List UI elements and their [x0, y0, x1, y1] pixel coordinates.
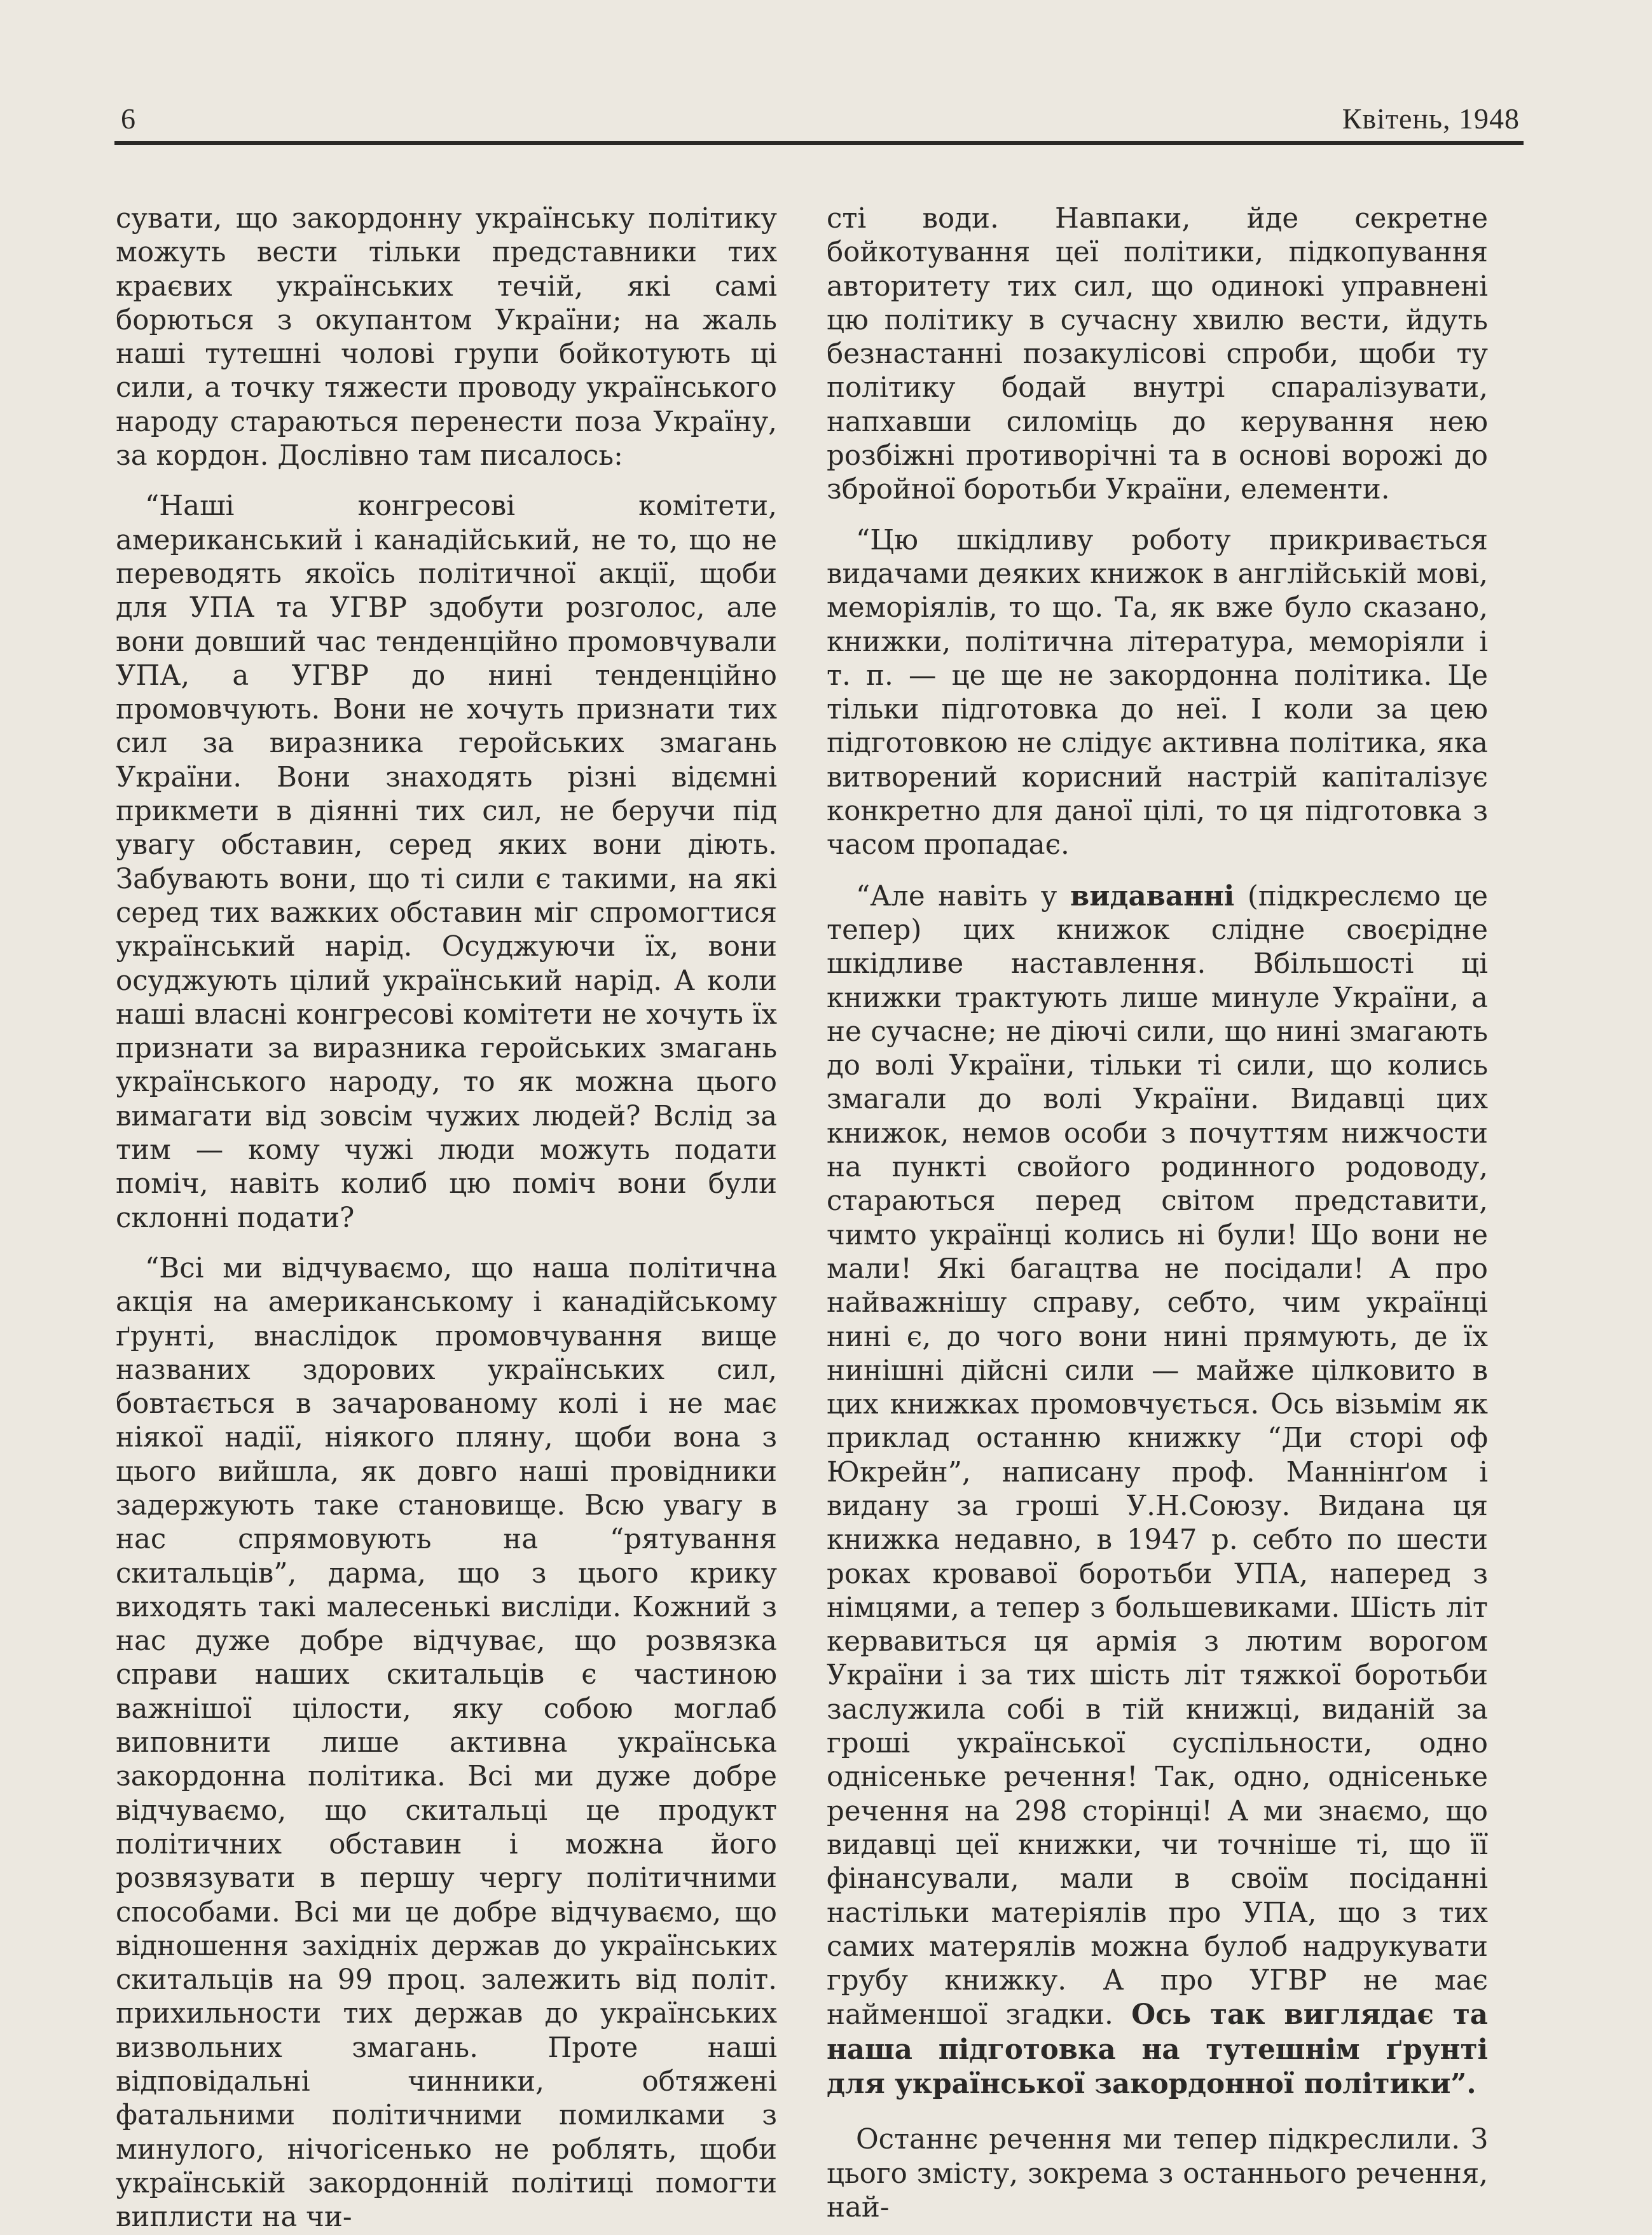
text-run: (підкреслємо це тепер) цих книжок слідне своєрідне шкідливе наставлення. Вбільшості ці книжки трактують лише минуле України, а не сучасне; не діючі сили, що нині змагають до волі України, тільки ті сили, що колись змагали до волі України. Видавці цих книжок, немов особи з почуттям нижчости на пункті свойого родинного родоводу, стараються перед світом представити, чимто українці колись ні були! Що вони не мали! Які багацтва не посідали! А про найважнішу справу, себто, чим українці нині є, до чого вони нині прямують, де їх нинішні дійсні сили — майже цілковито в цих книжках промовчується. Ось візьмім як приклад останню книжку “Ди сторі оф Юкрейн”, написану проф. Маннінґом і видану за гроші У.Н.Союзу. Видана ця книжка недавно, в 1947 р. себто по шести роках кровавої боротьби УПА, наперед з німцями, а тепер з большевиками. Шість літ кервавиться ця армія з лютим ворогом України і за тих шість літ тяжкої боротьби заслужила собі в тій книжці, виданій за гроші української суспільности, одно однісеньке речення! Так, одно, однісеньке речення на 298 сторінці! А ми знаємо, що видавці цеї книжки, чи точніше ті, що її фінансували, мали в своїм посіданні настільки матеріялів про УПА, що з тих самих матерялів можна булоб надрукувати грубу книжку. А про УГВР не має найменшої згадки.: [827, 880, 1488, 2032]
paragraph: “Цю шкідливу роботу прикривається видачами деяких книжок в англійській мові, меморіялів, то що. Та, як вже було сказано, книжки, політична література, меморіяли і т. п. — це ще не закордонна політика. Це тільки підготовка до неї. І коли за цею підготовкою не слідує активна політика, яка витворений корисний настрій капіталізує конкретно для даної цілі, то ця підготовка з часом пропадає.: [827, 524, 1488, 862]
right-column: [827, 202, 1488, 2225]
running-header: [114, 95, 1524, 140]
emphasis: видаванні: [1070, 879, 1235, 912]
page-number: 6: [121, 102, 135, 135]
paragraph: “Всі ми відчуваємо, що наша політична акція на американському і канадійському ґрунті, внаслідок промовчування вище названих здорових українських сил, бовтається в зачарованому колі і не має ніякої надії, ніякого пляну, щоби вона з цього вийшла, як довго наші провідники задержують таке становище. Всю увагу в нас спрямовують на “рятування скитальців”, дарма, що з цього крику виходять такі малесенькі висліди. Кожний з нас дуже добре відчуває, що розвязка справи наших скитальців є частиною важнішої цілости, яку собою моглаб виповнити лише активна українська закордонна політика. Всі ми дуже добре відчуваємо, що скитальці це продукт політичних обставин і можна його розвязувати в першу чергу політичними способами. Всі ми це добре відчуваємо, що відношення західніх держав до українських скитальців на 99 проц. залежить від політ. прихильности тих держав до українських визвольних змагань. Проте наші відповідальні чинники, обтяжені фатальними політичними помилками з минулого, нічогісенько не роблять, щоби українській закордонній політиці помогти виплисти на чи-: [116, 1252, 777, 2234]
left-column: [116, 202, 777, 2235]
emphasis: Ось так виглядає та наша підготовка на тутешнім ґрунті для української закордонної політики”.: [827, 1998, 1488, 2101]
paragraph: Останнє речення ми тепер підкреслили. З цього змісту, зокрема з останнього речення, най-: [827, 2124, 1488, 2224]
issue-date: Квітень, 1948: [1342, 102, 1520, 135]
paragraph: сувати, що закордонну українську політику можуть вести тільки представники тих краєвих українських течій, які самі борються з окупантом України; на жаль наші тутешні чолові групи бойкотують ці сили, а точку тяжести проводу українського народу стараються перенести поза Україну, за кордон. Дослівно там писалось:: [116, 203, 777, 472]
text-run: “Але навіть у: [856, 880, 1070, 912]
header-rule: [114, 141, 1524, 145]
paragraph: [827, 879, 1488, 2102]
paragraph: сті води. Навпаки, йде секретне бойкотування цеї політики, підкопування авторитету тих сил, що одинокі управнені цю політику в сучасну хвилю вести, йдуть безнастанні позакулісові спроби, щоби ту політику бодай внутрі спаралізувати, напхавши силоміць до керування нею розбіжні противорічні та в основі ворожі до збройної боротьби України, елементи.: [827, 203, 1488, 506]
paragraph: “Наші конгресові комітети, американський і канадійський, не то, що не переводять якоїсь політичної акції, щоби для УПА та УГВР здобути розголос, але вони довший час тенденційно промовчували УПА, а УГВР до нині тенденційно промовчують. Вони не хочуть признати тих сил за виразника геройських змагань України. Вони знаходять різні відємні прикмети в діянні тих сил, не беручи під увагу обставин, серед яких вони діють. Забувають вони, що ті сили є такими, на які серед тих важких обставин міг спромогтися український нарід. Осуджуючи їх, вони осуджують цілий український нарід. А коли наші власні конгресові комітети не хочуть їх признати за виразника геройських змагань українського народу, то як можна цього вимагати від зовсім чужих людей? Вслід за тим — кому чужі люди можуть подати поміч, навіть колиб цю поміч вони були склонні подати?: [116, 490, 777, 1234]
